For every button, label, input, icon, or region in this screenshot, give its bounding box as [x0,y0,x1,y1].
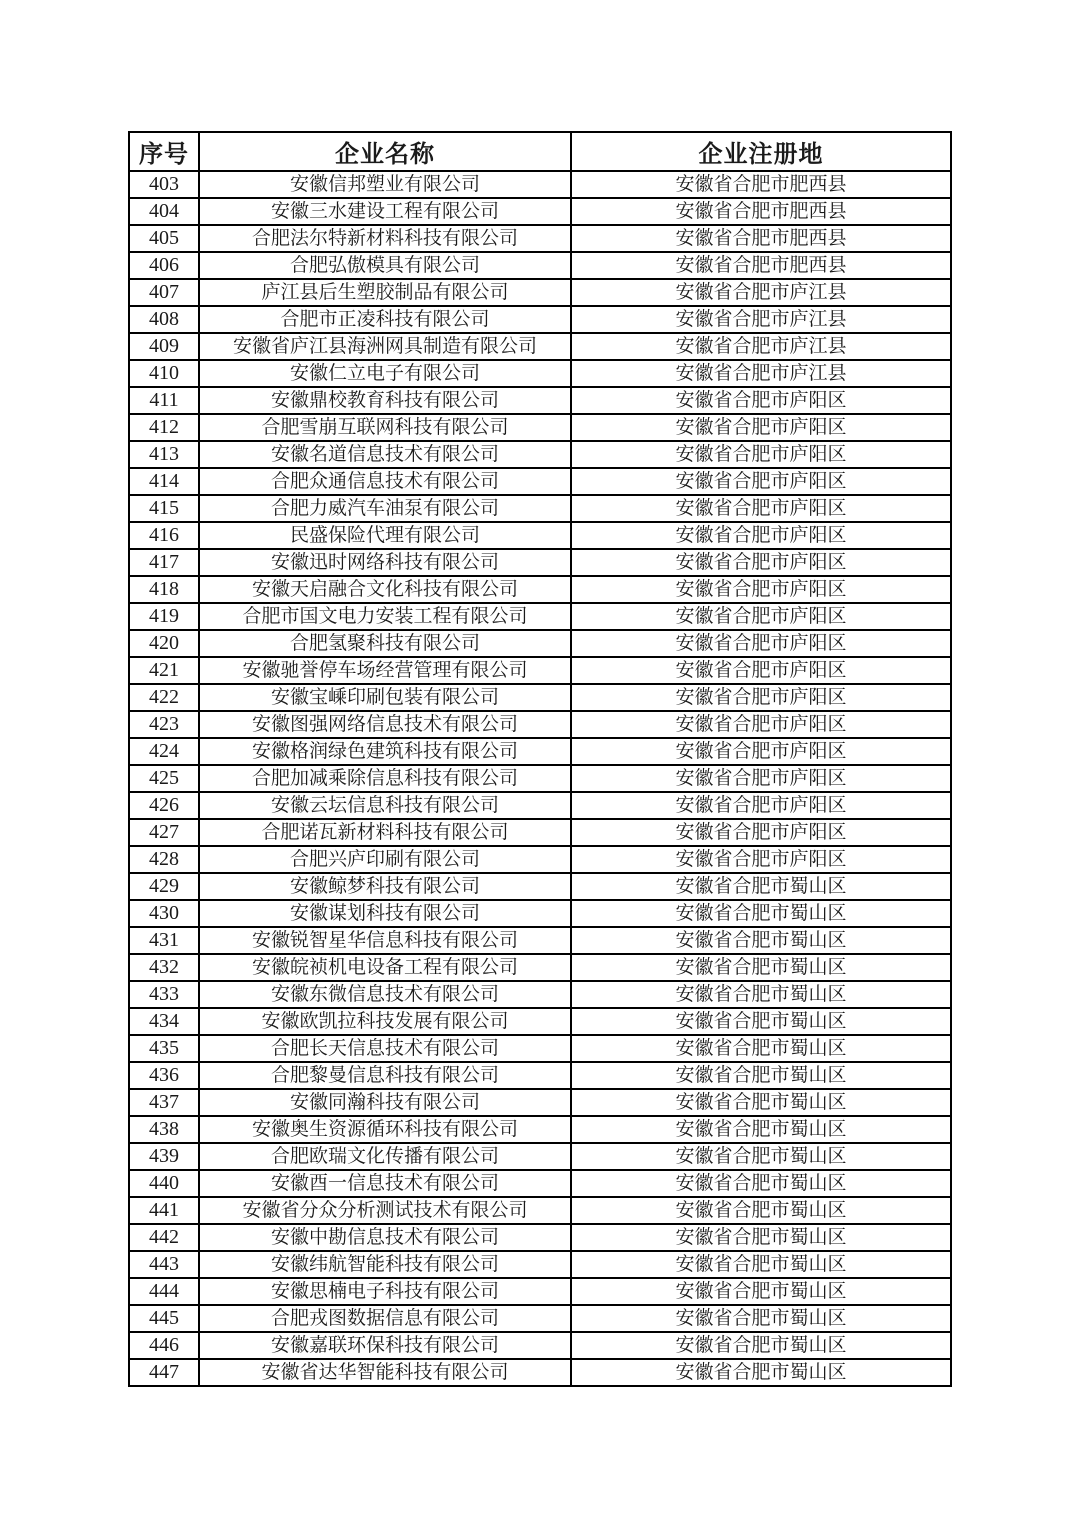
registration-place-cell: 安徽省合肥市蜀山区 [571,1143,951,1170]
serial-number-cell: 434 [129,1008,199,1035]
table-row [129,225,951,252]
company-name-cell: 合肥众通信息技术有限公司 [199,468,571,495]
table-body [129,171,951,1386]
table-row [129,387,951,414]
company-name-cell: 安徽信邦塑业有限公司 [199,171,571,198]
table-header-row [129,132,951,171]
serial-number-cell: 437 [129,1089,199,1116]
table-row [129,981,951,1008]
registration-place-cell: 安徽省合肥市肥西县 [571,198,951,225]
company-name-cell: 安徽嘉联环保科技有限公司 [199,1332,571,1359]
table-row [129,198,951,225]
company-name-cell: 安徽云坛信息科技有限公司 [199,792,571,819]
serial-number-cell: 410 [129,360,199,387]
company-name-cell: 安徽酉一信息技术有限公司 [199,1170,571,1197]
company-name-cell: 庐江县后生塑胶制品有限公司 [199,279,571,306]
company-name-cell: 合肥弘傲模具有限公司 [199,252,571,279]
table-row [129,252,951,279]
serial-number-cell: 439 [129,1143,199,1170]
company-name-cell: 民盛保险代理有限公司 [199,522,571,549]
table-row [129,360,951,387]
registration-place-cell: 安徽省合肥市蜀山区 [571,1089,951,1116]
registration-place-cell: 安徽省合肥市蜀山区 [571,927,951,954]
registration-place-cell: 安徽省合肥市蜀山区 [571,1035,951,1062]
company-name-cell: 安徽鼎校教育科技有限公司 [199,387,571,414]
registration-place-cell: 安徽省合肥市蜀山区 [571,1359,951,1386]
serial-number-cell: 431 [129,927,199,954]
serial-number-cell: 447 [129,1359,199,1386]
serial-number-cell: 419 [129,603,199,630]
registration-place-cell: 安徽省合肥市庐阳区 [571,576,951,603]
registration-place-cell: 安徽省合肥市庐阳区 [571,387,951,414]
company-name-cell: 安徽格润绿色建筑科技有限公司 [199,738,571,765]
registration-place-cell: 安徽省合肥市蜀山区 [571,1008,951,1035]
company-name-cell: 安徽驰誉停车场经营管理有限公司 [199,657,571,684]
company-name-cell: 安徽东微信息技术有限公司 [199,981,571,1008]
registration-place-cell: 安徽省合肥市庐阳区 [571,792,951,819]
table-row [129,333,951,360]
registration-place-cell: 安徽省合肥市蜀山区 [571,1170,951,1197]
company-name-cell: 合肥氢聚科技有限公司 [199,630,571,657]
company-name-cell: 合肥欧瑞文化传播有限公司 [199,1143,571,1170]
company-name-cell: 安徽思楠电子科技有限公司 [199,1278,571,1305]
company-name-cell: 合肥加减乘除信息科技有限公司 [199,765,571,792]
table-row [129,414,951,441]
company-name-cell: 安徽谋划科技有限公司 [199,900,571,927]
registration-place-cell: 安徽省合肥市蜀山区 [571,900,951,927]
table-row [129,279,951,306]
serial-number-cell: 413 [129,441,199,468]
serial-number-cell: 432 [129,954,199,981]
table-row [129,171,951,198]
table-row [129,1089,951,1116]
registration-place-cell: 安徽省合肥市庐阳区 [571,765,951,792]
serial-number-cell: 440 [129,1170,199,1197]
registration-place-cell: 安徽省合肥市蜀山区 [571,1116,951,1143]
registration-place-cell: 安徽省合肥市蜀山区 [571,1251,951,1278]
registration-place-cell: 安徽省合肥市庐江县 [571,306,951,333]
company-name-cell: 安徽同瀚科技有限公司 [199,1089,571,1116]
registration-place-cell: 安徽省合肥市庐阳区 [571,603,951,630]
table-row [129,1116,951,1143]
registration-place-cell: 安徽省合肥市蜀山区 [571,1278,951,1305]
company-name-cell: 安徽名道信息技术有限公司 [199,441,571,468]
registration-place-cell: 安徽省合肥市蜀山区 [571,1332,951,1359]
registration-place-cell: 安徽省合肥市庐阳区 [571,522,951,549]
table-row [129,900,951,927]
registration-place-cell: 安徽省合肥市肥西县 [571,225,951,252]
registration-place-cell: 安徽省合肥市蜀山区 [571,954,951,981]
company-name-cell: 安徽省庐江县海洲网具制造有限公司 [199,333,571,360]
registration-place-cell: 安徽省合肥市庐江县 [571,279,951,306]
table-row [129,1197,951,1224]
serial-number-cell: 445 [129,1305,199,1332]
company-name-cell: 安徽三水建设工程有限公司 [199,198,571,225]
company-name-cell: 安徽中勘信息技术有限公司 [199,1224,571,1251]
serial-number-cell: 422 [129,684,199,711]
registration-place-cell: 安徽省合肥市庐阳区 [571,819,951,846]
registration-place-cell: 安徽省合肥市肥西县 [571,171,951,198]
registration-place-cell: 安徽省合肥市庐阳区 [571,414,951,441]
serial-number-cell: 424 [129,738,199,765]
table-row [129,1008,951,1035]
serial-number-cell: 446 [129,1332,199,1359]
company-name-cell: 合肥诺瓦新材料科技有限公司 [199,819,571,846]
serial-number-cell: 416 [129,522,199,549]
table-row [129,1062,951,1089]
serial-number-cell: 433 [129,981,199,1008]
serial-number-cell: 403 [129,171,199,198]
company-name-cell: 合肥兴庐印刷有限公司 [199,846,571,873]
registration-place-cell: 安徽省合肥市庐阳区 [571,738,951,765]
company-name-cell: 安徽奥生资源循环科技有限公司 [199,1116,571,1143]
table-row [129,819,951,846]
serial-number-cell: 426 [129,792,199,819]
registration-place-cell: 安徽省合肥市庐江县 [571,333,951,360]
table-row [129,846,951,873]
registration-place-cell: 安徽省合肥市蜀山区 [571,1224,951,1251]
serial-number-cell: 444 [129,1278,199,1305]
registration-place-cell: 安徽省合肥市庐阳区 [571,657,951,684]
company-name-cell: 合肥长天信息技术有限公司 [199,1035,571,1062]
serial-number-cell: 423 [129,711,199,738]
table-row [129,927,951,954]
company-registration-table [128,131,952,1387]
registration-place-cell: 安徽省合肥市庐阳区 [571,684,951,711]
serial-number-cell: 442 [129,1224,199,1251]
table-row [129,630,951,657]
table-row [129,1224,951,1251]
serial-number-cell: 415 [129,495,199,522]
table-row [129,711,951,738]
serial-number-cell: 407 [129,279,199,306]
registration-place-cell: 安徽省合肥市庐阳区 [571,495,951,522]
table-row [129,522,951,549]
table-row [129,495,951,522]
table-row [129,657,951,684]
company-name-cell: 合肥黎曼信息科技有限公司 [199,1062,571,1089]
registration-place-cell: 安徽省合肥市庐江县 [571,360,951,387]
company-name-cell: 安徽纬航智能科技有限公司 [199,1251,571,1278]
table-row [129,1278,951,1305]
serial-number-cell: 406 [129,252,199,279]
company-name-cell: 安徽仁立电子有限公司 [199,360,571,387]
company-name-cell: 合肥戎图数据信息有限公司 [199,1305,571,1332]
column-header-serial-number: 序号 [129,132,199,171]
serial-number-cell: 417 [129,549,199,576]
column-header-company-name: 企业名称 [199,132,571,171]
table-row [129,468,951,495]
table-row [129,576,951,603]
table-row [129,1170,951,1197]
table-row [129,792,951,819]
registration-place-cell: 安徽省合肥市庐阳区 [571,846,951,873]
serial-number-cell: 435 [129,1035,199,1062]
table-row [129,441,951,468]
serial-number-cell: 421 [129,657,199,684]
table-row [129,1143,951,1170]
registration-place-cell: 安徽省合肥市庐阳区 [571,468,951,495]
table-row [129,306,951,333]
serial-number-cell: 409 [129,333,199,360]
registration-place-cell: 安徽省合肥市蜀山区 [571,873,951,900]
registration-place-cell: 安徽省合肥市庐阳区 [571,630,951,657]
table-row [129,684,951,711]
registration-place-cell: 安徽省合肥市庐阳区 [571,549,951,576]
table-row [129,1035,951,1062]
registration-place-cell: 安徽省合肥市肥西县 [571,252,951,279]
company-name-cell: 合肥力威汽车油泵有限公司 [199,495,571,522]
company-name-cell: 安徽锐智星华信息科技有限公司 [199,927,571,954]
serial-number-cell: 405 [129,225,199,252]
serial-number-cell: 428 [129,846,199,873]
registration-place-cell: 安徽省合肥市庐阳区 [571,441,951,468]
serial-number-cell: 436 [129,1062,199,1089]
serial-number-cell: 427 [129,819,199,846]
serial-number-cell: 430 [129,900,199,927]
serial-number-cell: 420 [129,630,199,657]
table-row [129,1359,951,1386]
serial-number-cell: 443 [129,1251,199,1278]
table-row [129,603,951,630]
serial-number-cell: 425 [129,765,199,792]
company-name-cell: 安徽省分众分析测试技术有限公司 [199,1197,571,1224]
company-name-cell: 安徽欧凯拉科技发展有限公司 [199,1008,571,1035]
company-name-cell: 安徽图强网络信息技术有限公司 [199,711,571,738]
table-row [129,738,951,765]
registration-place-cell: 安徽省合肥市蜀山区 [571,981,951,1008]
serial-number-cell: 414 [129,468,199,495]
serial-number-cell: 411 [129,387,199,414]
company-name-cell: 安徽省达华智能科技有限公司 [199,1359,571,1386]
serial-number-cell: 404 [129,198,199,225]
company-name-cell: 安徽宝嵊印刷包装有限公司 [199,684,571,711]
table-row [129,765,951,792]
company-name-cell: 安徽皖祯机电设备工程有限公司 [199,954,571,981]
company-name-cell: 合肥法尔特新材料科技有限公司 [199,225,571,252]
serial-number-cell: 438 [129,1116,199,1143]
table-row [129,954,951,981]
serial-number-cell: 408 [129,306,199,333]
registration-place-cell: 安徽省合肥市蜀山区 [571,1305,951,1332]
registration-place-cell: 安徽省合肥市蜀山区 [571,1197,951,1224]
serial-number-cell: 441 [129,1197,199,1224]
table-row [129,1251,951,1278]
company-name-cell: 安徽迅时网络科技有限公司 [199,549,571,576]
column-header-registration-place: 企业注册地 [571,132,951,171]
table-row [129,873,951,900]
registration-place-cell: 安徽省合肥市庐阳区 [571,711,951,738]
company-name-cell: 合肥市正凌科技有限公司 [199,306,571,333]
table-row [129,549,951,576]
table-header [129,132,951,171]
company-name-cell: 合肥市国文电力安装工程有限公司 [199,603,571,630]
company-name-cell: 安徽鲸梦科技有限公司 [199,873,571,900]
serial-number-cell: 418 [129,576,199,603]
table-row [129,1332,951,1359]
table-row [129,1305,951,1332]
serial-number-cell: 412 [129,414,199,441]
registration-place-cell: 安徽省合肥市蜀山区 [571,1062,951,1089]
company-name-cell: 合肥雪崩互联网科技有限公司 [199,414,571,441]
company-name-cell: 安徽天启融合文化科技有限公司 [199,576,571,603]
serial-number-cell: 429 [129,873,199,900]
